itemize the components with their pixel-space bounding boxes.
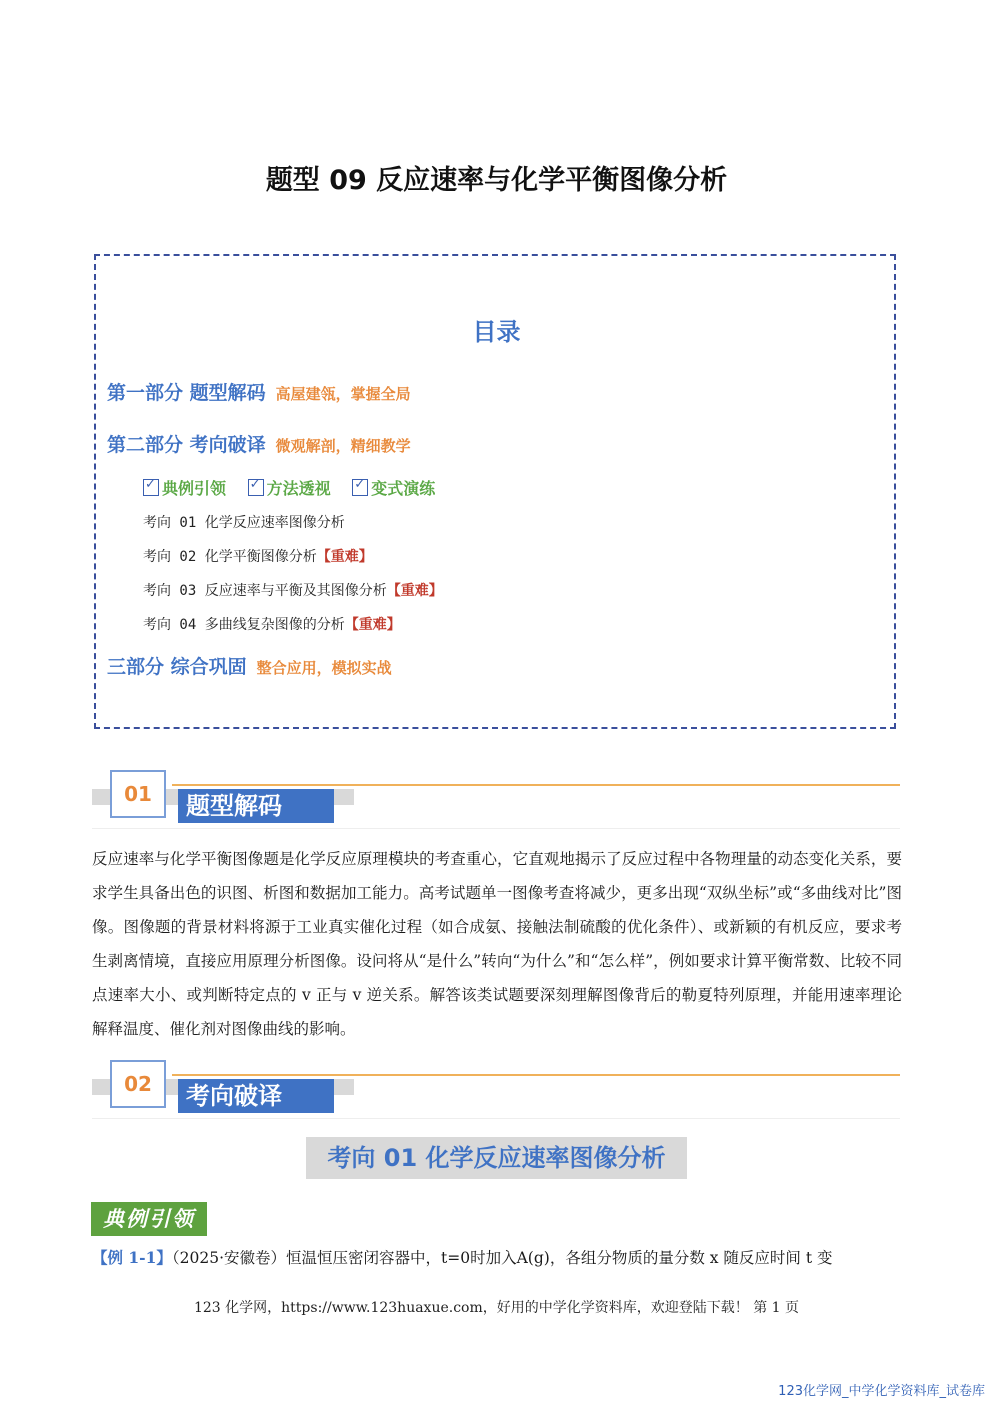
section-divider [92, 828, 900, 829]
section-rule [172, 1074, 900, 1076]
toc-item-text: 考向 02 化学平衡图像分析 [143, 549, 317, 565]
toc-item-hard: 【重难】 [316, 549, 373, 565]
toc-tags [143, 476, 451, 500]
toc-item[interactable] [143, 546, 373, 566]
section-number: 01 [110, 770, 166, 818]
toc-part-2[interactable] [107, 430, 411, 457]
toc-part-3-sub: 整合应用，模拟实战 [256, 659, 392, 677]
example-label: 【例 1-1】 [92, 1248, 172, 1267]
toc-tag[interactable] [352, 476, 435, 499]
checklist-icon [143, 479, 159, 496]
watermark[interactable]: 123化学网_中学化学资料库_试卷库 [778, 1384, 985, 1399]
example-text: （2025·安徽卷）恒温恒压密闭容器中，t=0时加入A(g)，各组分物质的量分数 x 随反应时间 t 变 [171, 1249, 833, 1267]
section-rule [172, 784, 900, 786]
section-header-1 [92, 770, 900, 826]
section-title-band [178, 1079, 334, 1113]
section-number: 02 [110, 1060, 166, 1108]
toc-part-3[interactable] [107, 652, 392, 679]
toc-heading: 目录 [472, 318, 521, 346]
section-title-band [178, 789, 334, 823]
toc-tag[interactable] [143, 476, 226, 499]
section-header-2 [92, 1060, 900, 1116]
toc-tag-label: 典例引领 [162, 479, 227, 498]
toc-part-1-sub: 高屋建瓴，掌握全局 [275, 385, 411, 403]
toc-tag-label: 变式演练 [371, 479, 436, 498]
checklist-icon [248, 479, 264, 496]
subsection-title: 考向 01 化学反应速率图像分析 [306, 1137, 687, 1179]
toc-item[interactable] [143, 580, 443, 600]
toc-tag-label: 方法透视 [266, 479, 331, 498]
section-divider [92, 1118, 900, 1119]
example-badge: 典例引领 [91, 1202, 207, 1236]
checklist-icon [352, 479, 368, 496]
toc-item-text: 考向 01 化学反应速率图像分析 [143, 515, 345, 531]
toc-part-3-label: 三部分 综合巩固 [107, 656, 247, 678]
toc-part-2-sub: 微观解剖，精细教学 [275, 437, 411, 455]
document-title: 题型 09 反应速率与化学平衡图像分析 [265, 165, 728, 196]
section-1-paragraph: 反应速率与化学平衡图像题是化学反应原理模块的考查重心，它直观地揭示了反应过程中各物理量的动态变化关系，要求学生具备出色的识图、析图和数据加工能力。高考试题单一图像考查将减少，更多出现“双纵坐标”或“多曲线对比”图像。图像题的背景材料将源于工业真实催化过程（如合成氨、接触法制硫酸的优化条件）、或新颖的有机反应，要求考生剥离情境，直接应用原理分析图像。设问将从“是什么”转向“为什么”和“怎么样”，例如要求计算平衡常数、比较不同点速率大小、或判断特定点的 v 正与 v 逆关系。解答该类试题要深刻理解图像背后的勒夏特列原理，并能用速率理论解释温度、催化剂对图像曲线的影响。 [92, 850, 902, 1038]
example-line [92, 1245, 904, 1271]
toc-item-text: 考向 03 反应速率与平衡及其图像分析 [143, 583, 387, 599]
toc-item-hard: 【重难】 [386, 583, 443, 599]
section-title: 考向破译 [186, 1082, 282, 1110]
page-footer: 123 化学网，https://www.123huaxue.com，好用的中学化学资料库，欢迎登陆下载！ 第 1 页 [193, 1300, 800, 1316]
toc-part-1[interactable] [107, 378, 411, 405]
toc-tag[interactable] [248, 476, 331, 499]
toc-item[interactable] [143, 614, 401, 634]
toc-item[interactable] [143, 512, 345, 532]
toc-item-hard: 【重难】 [344, 617, 401, 633]
toc-item-text: 考向 04 多曲线复杂图像的分析 [143, 617, 345, 633]
toc-part-2-label: 第二部分 考向破译 [107, 434, 266, 456]
section-title: 题型解码 [186, 792, 282, 820]
toc-part-1-label: 第一部分 题型解码 [107, 382, 266, 404]
